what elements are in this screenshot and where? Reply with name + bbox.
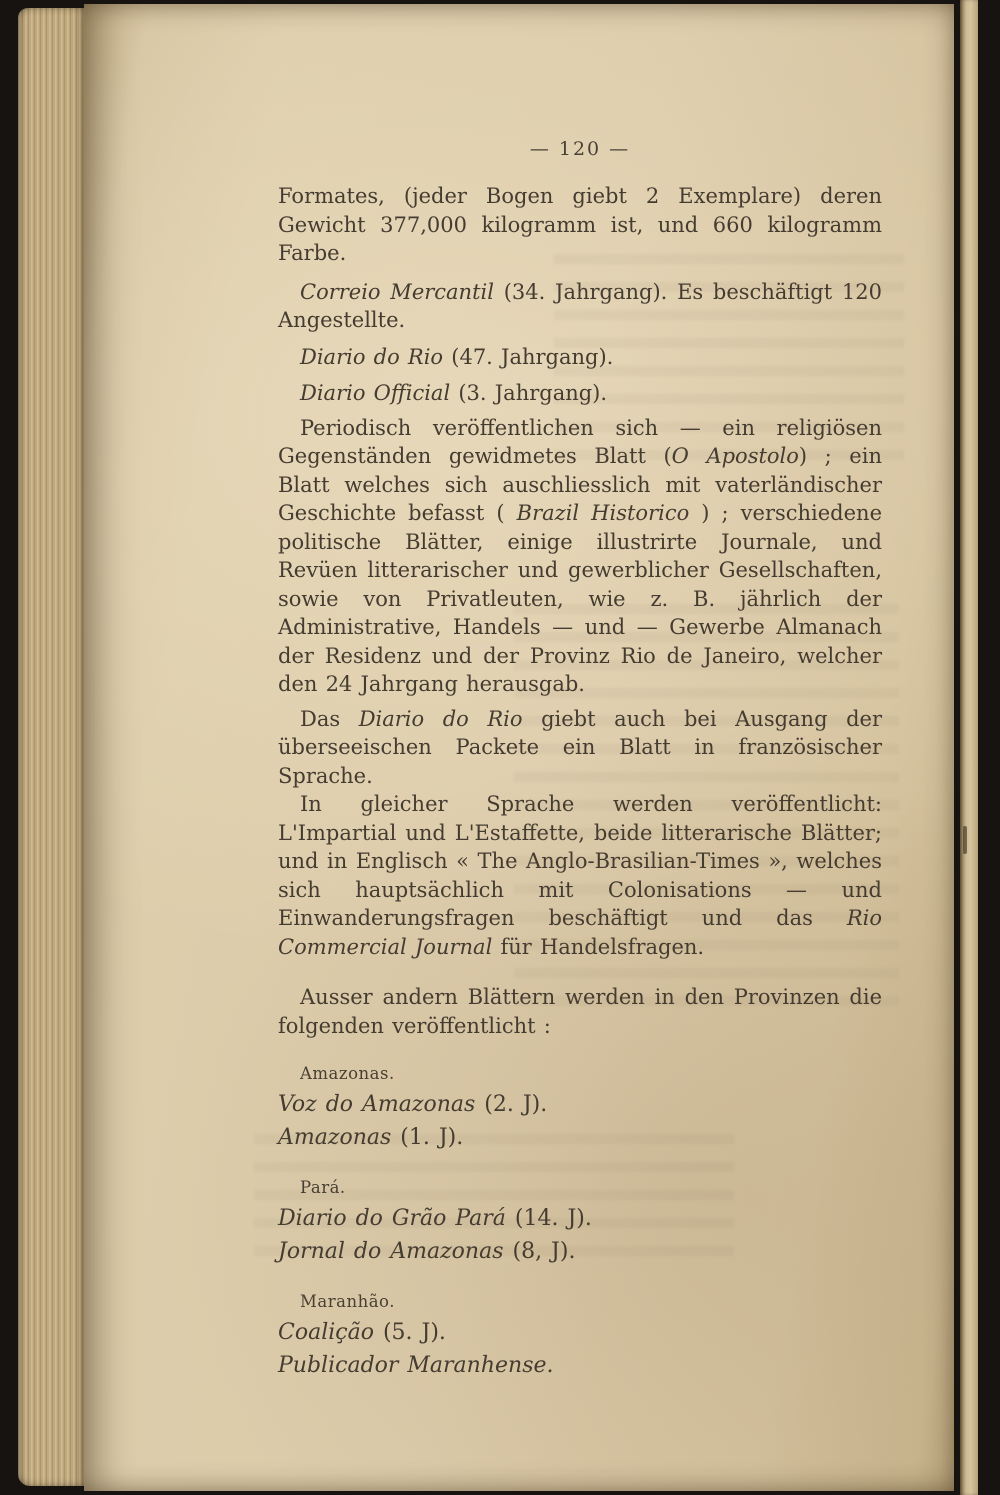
newspaper-title: Amazonas — [278, 1125, 392, 1150]
province-section-maranhao — [278, 1292, 882, 1382]
paragraph-text: (34. Jahrgang). Es beschäftigt 120 Angestellte. — [278, 279, 882, 332]
paragraph-text: ) ; ein Blatt welches sich auschliesslich mit vaterländischer Geschichte befasst ( — [278, 444, 882, 525]
newspaper-title: Diario do Rio — [358, 706, 523, 731]
page-stack-edge — [18, 8, 88, 1486]
section-heading: Pará. — [300, 1178, 346, 1197]
paragraph-text: (3. Jahrgang). — [450, 381, 608, 405]
item-detail: (14. J). — [505, 1206, 592, 1231]
paragraph-diario-official — [278, 379, 882, 408]
paragraph-text: (47. Jahrgang). — [443, 344, 614, 369]
list-item — [278, 1088, 882, 1121]
paragraph-text: giebt auch bei Ausgang der überseeischen Packete ein Blatt in französischer Sprache. — [278, 706, 882, 788]
paragraph-ausser-andern: Ausser andern Blättern werden in den Provinzen die folgenden veröffentlicht : — [278, 985, 882, 1038]
paragraph-text: Das — [300, 706, 359, 731]
newspaper-title: Brazil Historico — [516, 501, 690, 525]
paragraph-in-gleicher-sprache — [278, 790, 882, 961]
list-item — [278, 1316, 882, 1349]
page-number: — 120 — — [529, 138, 631, 160]
paragraph-diario-do-rio — [278, 343, 882, 372]
section-heading: Maranhão. — [300, 1292, 395, 1311]
newspaper-title: Publicador Maranhense. — [278, 1353, 554, 1378]
paragraph-text: ) ; verschiedene politische Blätter, einige illustrirte Journale, und Revüen litterarischer und gewerblicher Gesellschaften, sowie von Privatleuten, wie z. B. jährlich der Administrative, Handels — und — Gewerbe Almanach der Residenz und der Provinz Rio de Janeiro, welcher den 24 Jahrgang herausgab. — [278, 501, 883, 696]
province-section-amazonas — [278, 1064, 882, 1154]
newspaper-title: Coalição — [278, 1320, 374, 1345]
paragraph-text: In gleicher Sprache werden veröffentlicht: L'Impartial und L'Estaffette, beide litterarische Blätter; und in Englisch « The Anglo-Brasilian-Times », welches sich hauptsächlich mit Colonisations — und Einwanderungsfragen beschäftigt und das — [278, 792, 882, 930]
list-item — [278, 1349, 882, 1382]
page-edge-right — [960, 0, 978, 1495]
paragraph-formates: Formates, (jeder Bogen giebt 2 Exemplare) deren Gewicht 377,000 kilogramm ist, und 660 kilogramm Farbe. — [278, 184, 882, 265]
province-section-para — [278, 1178, 882, 1268]
paragraph-das-diario — [278, 705, 882, 791]
book-page — [84, 4, 954, 1491]
paragraph-correio-mercantil — [278, 278, 882, 335]
list-item — [278, 1202, 882, 1235]
paragraph-text: Periodisch veröffentlichen sich — ein religiösen Gegenständen gewidmetes Blatt ( — [278, 415, 882, 468]
paragraph-periodisch — [278, 414, 882, 699]
item-detail: (5. J). — [373, 1320, 446, 1345]
list-item — [278, 1235, 882, 1268]
section-heading: Amazonas. — [300, 1064, 395, 1083]
item-detail: (8, J). — [503, 1239, 576, 1264]
newspaper-title: Rio Commercial Journal — [278, 906, 882, 959]
item-detail: (1. J). — [391, 1125, 464, 1150]
item-detail: (2. J). — [475, 1092, 548, 1117]
list-item — [278, 1121, 882, 1154]
page-content — [278, 138, 882, 1382]
newspaper-title: Diario Official — [300, 381, 451, 405]
newspaper-title: O Apostolo — [671, 444, 799, 468]
newspaper-title: Jornal do Amazonas — [278, 1239, 504, 1264]
newspaper-title: Voz do Amazonas — [278, 1092, 476, 1117]
newspaper-title: Diario do Rio — [300, 344, 444, 369]
paragraph-text: für Handelsfragen. — [492, 934, 705, 959]
newspaper-title: Diario do Grão Pará — [278, 1206, 506, 1231]
newspaper-title: Correio Mercantil — [300, 279, 494, 304]
